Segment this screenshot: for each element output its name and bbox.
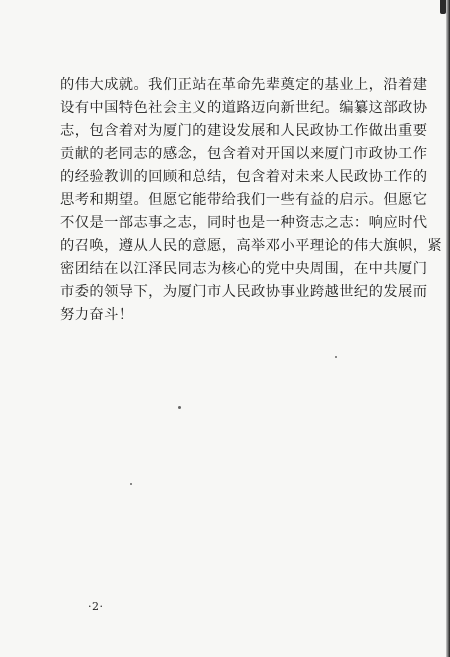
text-line: 努力奋斗！ (60, 307, 134, 323)
text-line: 志，包含着对为厦门的建设发展和人民政协工作做出重要 (60, 123, 428, 139)
text-line: 贡献的老同志的感念，包含着对开国以来厦门市政协工作 (60, 146, 428, 162)
scan-speck (178, 406, 181, 409)
scan-speck (130, 483, 132, 485)
page-number: ·2· (88, 600, 104, 613)
text-line: 市委的领导下，为厦门市人民政协事业跨越世纪的发展而 (60, 284, 428, 300)
text-line: 的经验教训的回顾和总结，包含着对未来人民政协工作的 (60, 169, 428, 185)
text-line: 思考和期望。但愿它能带给我们一些有益的启示。但愿它 (60, 192, 428, 208)
text-line: 的伟大成就。我们正站在革命先辈奠定的基业上，沿着建 (60, 77, 428, 93)
text-line: 设有中国特色社会主义的道路迈向新世纪。编纂这部政协 (60, 100, 428, 116)
text-line: 的召唤，遵从人民的意愿，高举邓小平理论的伟大旗帜，紧 (60, 238, 443, 254)
body-text (60, 74, 443, 327)
page-edge-shadow (446, 0, 450, 657)
text-line: 不仅是一部志事之志，同时也是一种资志之志：响应时代 (60, 215, 428, 231)
scan-speck (335, 356, 337, 358)
scan-smudge (440, 0, 446, 14)
text-line: 密团结在以江泽民同志为核心的党中央周围，在中共厦门 (60, 261, 428, 277)
